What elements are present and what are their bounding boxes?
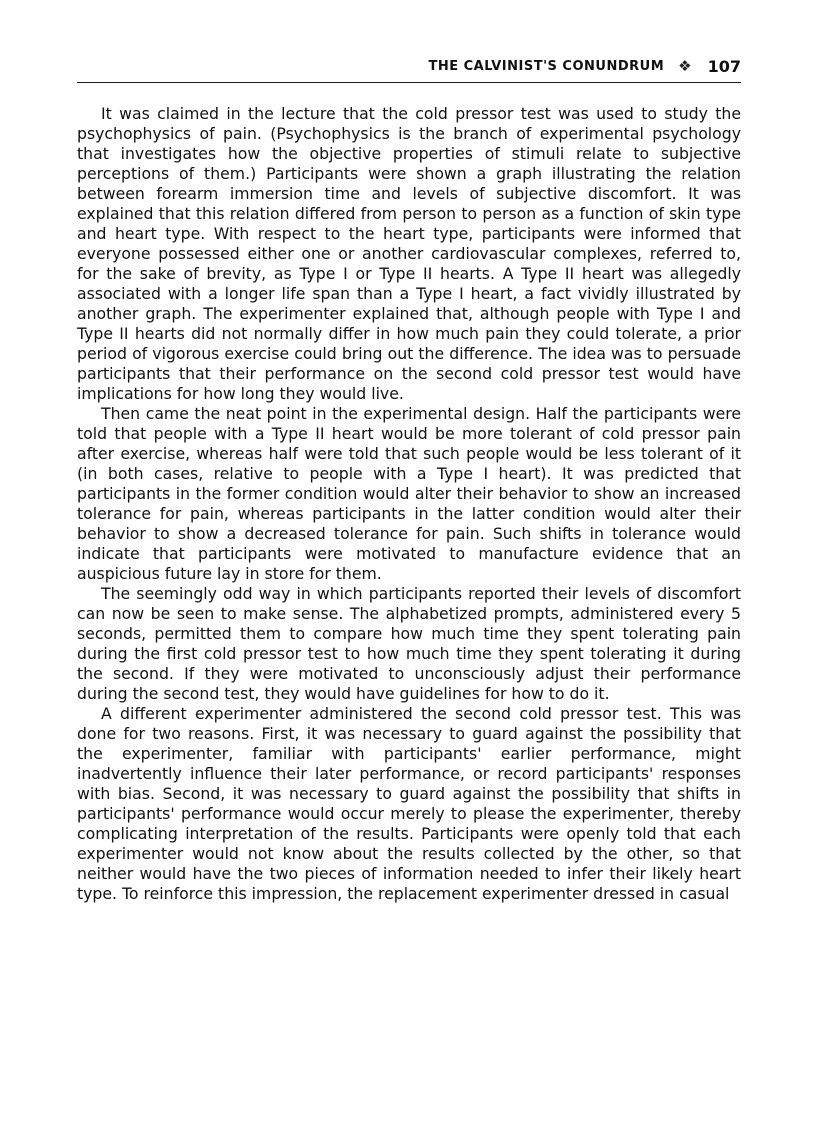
ornament-icon: ❖ xyxy=(678,57,692,75)
paragraph: It was claimed in the lecture that the cold pressor test was used to study the psychophysics of pain. (Psychophysics is the branch of experimental psychology that investigates how the objective properties of stimuli relate to subjective perceptions of them.) Participants were shown a graph illustrating the relation between forearm immersion time and levels of subjective discomfort. It was explained that this relation differed from person to person as a function of skin type and heart type. With respect to the heart type, participants were informed that everyone possessed either one or another cardiovascular complexes, referred to, for the sake of brevity, as Type I or Type II hearts. A Type II heart was allegedly associated with a longer life span than a Type I heart, a fact vividly illustrated by another graph. The experimenter explained that, although people with Type I and Type II hearts did not normally differ in how much pain they could tolerate, a prior period of vigorous exercise could bring out the difference. The idea was to persuade participants that their performance on the second cold pressor test would have implications for how long they would live. xyxy=(77,104,741,403)
page-number: 107 xyxy=(707,57,741,76)
paragraph: Then came the neat point in the experimental design. Half the participants were told that people with a Type II heart would be more tolerant of cold pressor pain after exercise, whereas half were told that such people would be less tolerant of it (in both cases, relative to people with a Type I heart). It was predicted that participants in the former condition would alter their behavior to show an increased tolerance for pain, whereas participants in the latter condition would alter their behavior to show a decreased tolerance for pain. Such shifts in tolerance would indicate that participants were motivated to manufacture evidence that an auspicious future lay in store for them. xyxy=(77,404,741,583)
running-header xyxy=(77,57,741,83)
paragraph: A different experimenter administered the second cold pressor test. This was done for two reasons. First, it was necessary to guard against the possibility that the experimenter, familiar with participants' earlier performance, might inadvertently influence their later performance, or record participants' responses with bias. Second, it was necessary to guard against the possibility that shifts in participants' performance would occur merely to please the experimenter, thereby complicating interpretation of the results. Participants were openly told that each experimenter would not know about the results collected by the other, so that neither would have the two pieces of information needed to infer their likely heart type. To reinforce this impression, the replacement experimenter dressed in casual xyxy=(77,704,741,903)
paragraph: The seemingly odd way in which participants reported their levels of discomfort can now be seen to make sense. The alphabetized prompts, administered every 5 seconds, permitted them to compare how much time they spent tolerating pain during the first cold pressor test to how much time they spent tolerating it during the second. If they were motivated to unconsciously adjust their performance during the second test, they would have guidelines for how to do it. xyxy=(77,584,741,703)
body-text xyxy=(77,104,741,904)
chapter-title: THE CALVINIST'S CONUNDRUM xyxy=(428,59,665,74)
